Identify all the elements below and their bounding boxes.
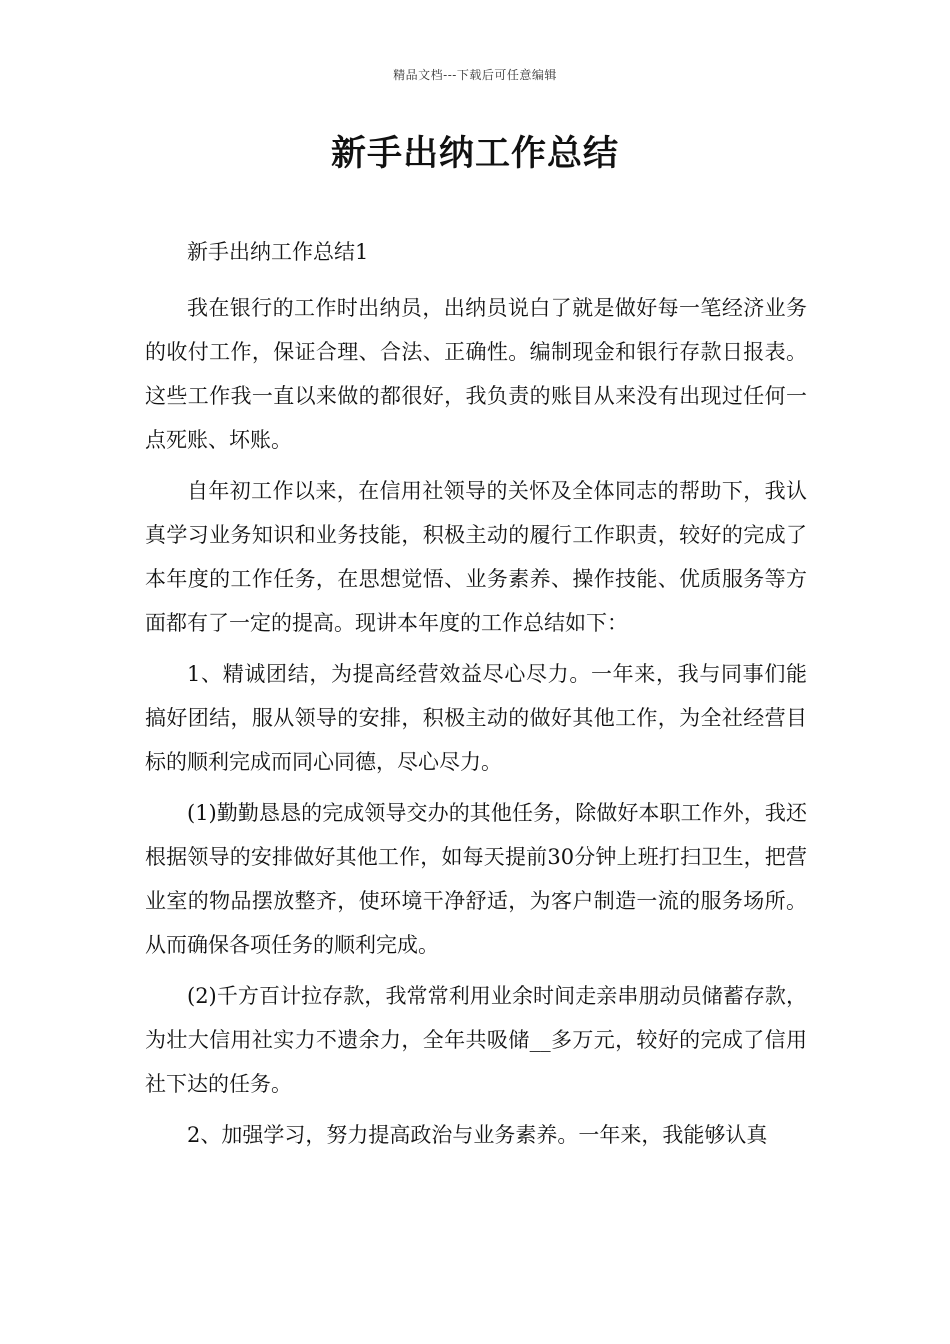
document-title: 新手出纳工作总结	[330, 133, 619, 174]
paragraph: 1、精诚团结，为提高经营效益尽心尽力。一年来，我与同事们能搞好团结，服从领导的安排，积极主动的做好其他工作，为全社经营目标的顺利完成而同心同德，尽心尽力。	[145, 662, 807, 774]
paragraph: 我在银行的工作时出纳员，出纳员说白了就是做好每一笔经济业务的收付工作，保证合理、合法、正确性。编制现金和银行存款日报表。这些工作我一直以来做的都很好，我负责的账目从来没有出现过任何一点死账、坏账。	[145, 296, 807, 452]
paragraph: (1)勤勤恳恳的完成领导交办的其他任务，除做好本职工作外，我还根据领导的安排做好其他工作，如每天提前30分钟上班打扫卫生，把营业室的物品摆放整齐，使环境干净舒适，为客户制造一流的服务场所。从而确保各项任务的顺利完成。	[145, 801, 807, 957]
paragraph: 2、加强学习，努力提高政治与业务素养。一年来，我能够认真	[187, 1123, 768, 1147]
paragraph: 自年初工作以来，在信用社领导的关怀及全体同志的帮助下，我认真学习业务知识和业务技能，积极主动的履行工作职责，较好的完成了本年度的工作任务，在思想觉悟、业务素养、操作技能、优质服务等方面都有了一定的提高。现讲本年度的工作总结如下：	[145, 479, 807, 635]
document-body	[145, 230, 807, 1164]
header-note: 精品文档---下载后可任意编辑	[393, 68, 557, 82]
paragraph: (2)千方百计拉存款，我常常利用业余时间走亲串朋动员储蓄存款，为壮大信用社实力不遗余力，全年共吸储__多万元，较好的完成了信用社下达的任务。	[145, 984, 807, 1096]
section-heading: 新手出纳工作总结1	[187, 240, 369, 264]
